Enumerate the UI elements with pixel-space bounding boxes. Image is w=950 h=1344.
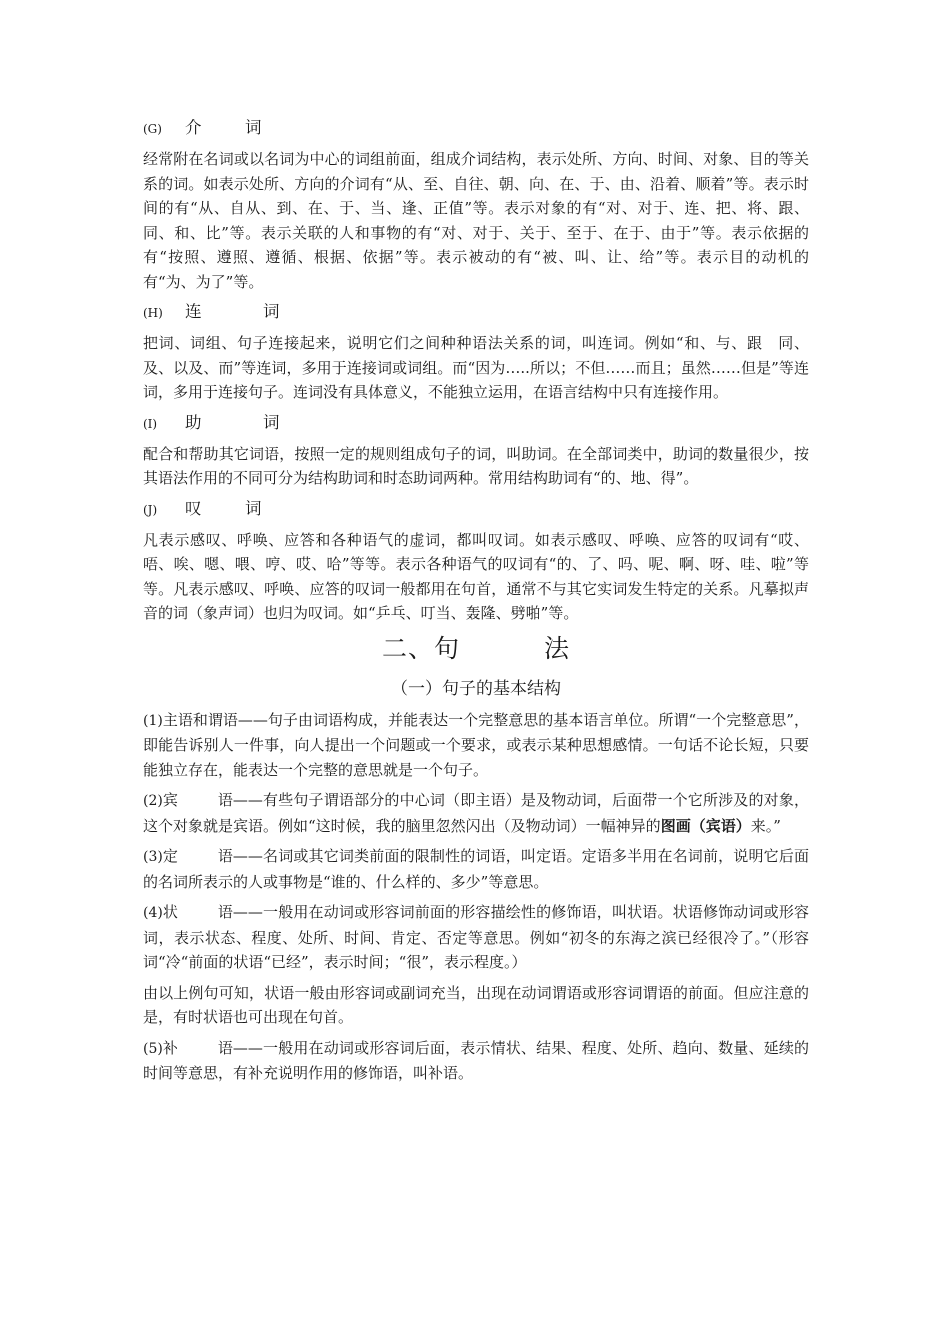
paragraph-preposition: 经常附在名词或以名词为中心的词组前面，组成介词结构，表示处所、方向、时间、对象、目的等关系的词。如表示处所、方向的介词有“从、至、自往、朝、向、在、于、由、沿着、顺着”等。表示时间的有“从、自从、到、在、于、当、逢、正值”等。表示对象的有“对、对于、连、把、将、跟、同、和、比”等。表示关联的人和事物的有“对、对于、关于、至于、在于、由于”等。表示依据的有“按照、遵照、遵循、根据、依据”等。表示被动的有“被、叫、让、给”等。表示目的动机的有“为、为了”等。 bbox=[143, 150, 809, 291]
bold-example: 图画（宾语） bbox=[660, 816, 751, 835]
heading-char: 连 bbox=[185, 302, 202, 321]
item-body: ——名词或其它词类前面的限制性的词语，叫定语。定语多半用在名词前，说明它后面的名词所表示的人或事物是“谁的、什么样的、多少”等意思。 bbox=[143, 847, 809, 891]
paragraph-particle: 配合和帮助其它词语，按照一定的规则组成句子的词，叫助词。在全部词类中，助词的数量很少，按其语法作用的不同可分为结构助词和时态助词两种。常用结构助词有“的、地、得”。 bbox=[143, 444, 809, 487]
term-label: 语 bbox=[217, 1038, 233, 1057]
paragraph-interjection: 凡表示感叹、呼唤、应答和各种语气的虚词，都叫叹词。如表示感叹、呼唤、应答的叹词有“哎、唔、唉、嗯、喂、哼、哎、哈”等等。表示各种语气的叹词有“的、了、吗、呢、啊、呀、哇、啦”等等。凡表示感叹、呼唤、应答的叹词一般都用在句首，通常不与其它实词发生特定的关系。凡摹拟声音的词（象声词）也归为叹词。如“乒乓、叮当、轰隆、劈啪”等。 bbox=[143, 530, 809, 622]
term-label: 补 bbox=[162, 1038, 178, 1057]
heading-conjunction bbox=[143, 300, 809, 325]
heading-char: 词 bbox=[245, 118, 262, 137]
heading-char: 介 bbox=[185, 118, 202, 137]
term-label: 语 bbox=[217, 903, 233, 921]
item-number: (3) bbox=[143, 849, 163, 865]
item-number: (2) bbox=[143, 793, 163, 809]
paragraph-attributive bbox=[143, 844, 809, 894]
subsection-title: （一）句子的基本结构 bbox=[391, 678, 561, 699]
document-page bbox=[143, 112, 809, 1092]
paragraph-conjunction: 把词、词组、句子连接起来，说明它们之间种种语法关系的词，叫连词。例如“和、与、跟 同、及、以及、而”等连词，多用于连接词或词组。而“因为…..所以；不但……而且；虽然……但是”等连词，多用于连接句子。连词没有具体意义，不能独立运用，在语言结构中只有连接作用。 bbox=[143, 334, 809, 401]
paragraph-adverbial bbox=[143, 900, 809, 975]
paragraph-object bbox=[143, 788, 809, 838]
paragraph-adverbial-note: 由以上例句可知，状语一般由形容词或副词充当，出现在动词谓语或形容词谓语的前面。但应注意的是，有时状语也可出现在句首。 bbox=[143, 983, 809, 1026]
heading-marker: (J) bbox=[143, 502, 158, 517]
heading-char: 助 bbox=[185, 412, 202, 432]
heading-char: 词 bbox=[263, 302, 280, 321]
heading-marker: (I) bbox=[143, 416, 158, 431]
section-title-part: 二、句 bbox=[381, 633, 460, 663]
paragraph-complement bbox=[143, 1036, 809, 1086]
item-number: (1) bbox=[143, 712, 163, 729]
heading-char: 词 bbox=[263, 412, 280, 432]
item-body: ——有些句子谓语部分的中心词（即主语）是及物动词，后面带一个它所涉及的对象，这个对象就是宾语。例如“这时候，我的脑里忽然闪出（及物动词）一幅神异的 bbox=[143, 791, 809, 835]
item-body: ——句子由词语构成，并能表达一个完整意思的基本语言单位。所谓“一个完整意思”，即能告诉别人一件事，向人提出一个问题或一个要求，或表示某种思想感情。一句话不论长短，只要能独立存在，能表达一个完整的意思就是一个句子。 bbox=[143, 710, 809, 779]
item-number: (4) bbox=[143, 905, 163, 921]
item-body: 来。” bbox=[750, 816, 781, 835]
item-body: ——一般用在动词或形容词前面的形容描绘性的修饰语，叫状语。状语修饰动词或形容词，表示状态、程度、处所、时间、肯定、否定等意思。例如“初冬的东海之滨已经很冷了。”（形容词“冷“前面的状语“已经”，表示时间；“很”，表示程度。） bbox=[143, 903, 809, 971]
item-body: ——一般用在动词或形容词后面，表示情状、结果、程度、处所、趋向、数量、延续的时间等意思，有补充说明作用的修饰语，叫补语。 bbox=[143, 1038, 809, 1082]
heading-preposition bbox=[143, 116, 809, 141]
term-label: 定 bbox=[162, 847, 178, 865]
section-title-part: 法 bbox=[544, 633, 571, 663]
heading-marker: (H) bbox=[143, 306, 163, 320]
heading-particle bbox=[143, 411, 809, 436]
heading-marker: (G) bbox=[143, 122, 162, 136]
section-title-syntax bbox=[143, 632, 809, 666]
term-label: 主语和谓语 bbox=[162, 710, 238, 729]
heading-char: 叹 bbox=[185, 498, 202, 518]
heading-char: 词 bbox=[245, 498, 262, 518]
term-label: 语 bbox=[217, 847, 233, 865]
paragraph-subject-predicate bbox=[143, 708, 809, 783]
term-label: 语 bbox=[217, 791, 233, 809]
item-number: (5) bbox=[143, 1040, 163, 1057]
heading-interjection bbox=[143, 497, 809, 522]
term-label: 状 bbox=[162, 903, 178, 921]
term-label: 宾 bbox=[162, 791, 178, 809]
